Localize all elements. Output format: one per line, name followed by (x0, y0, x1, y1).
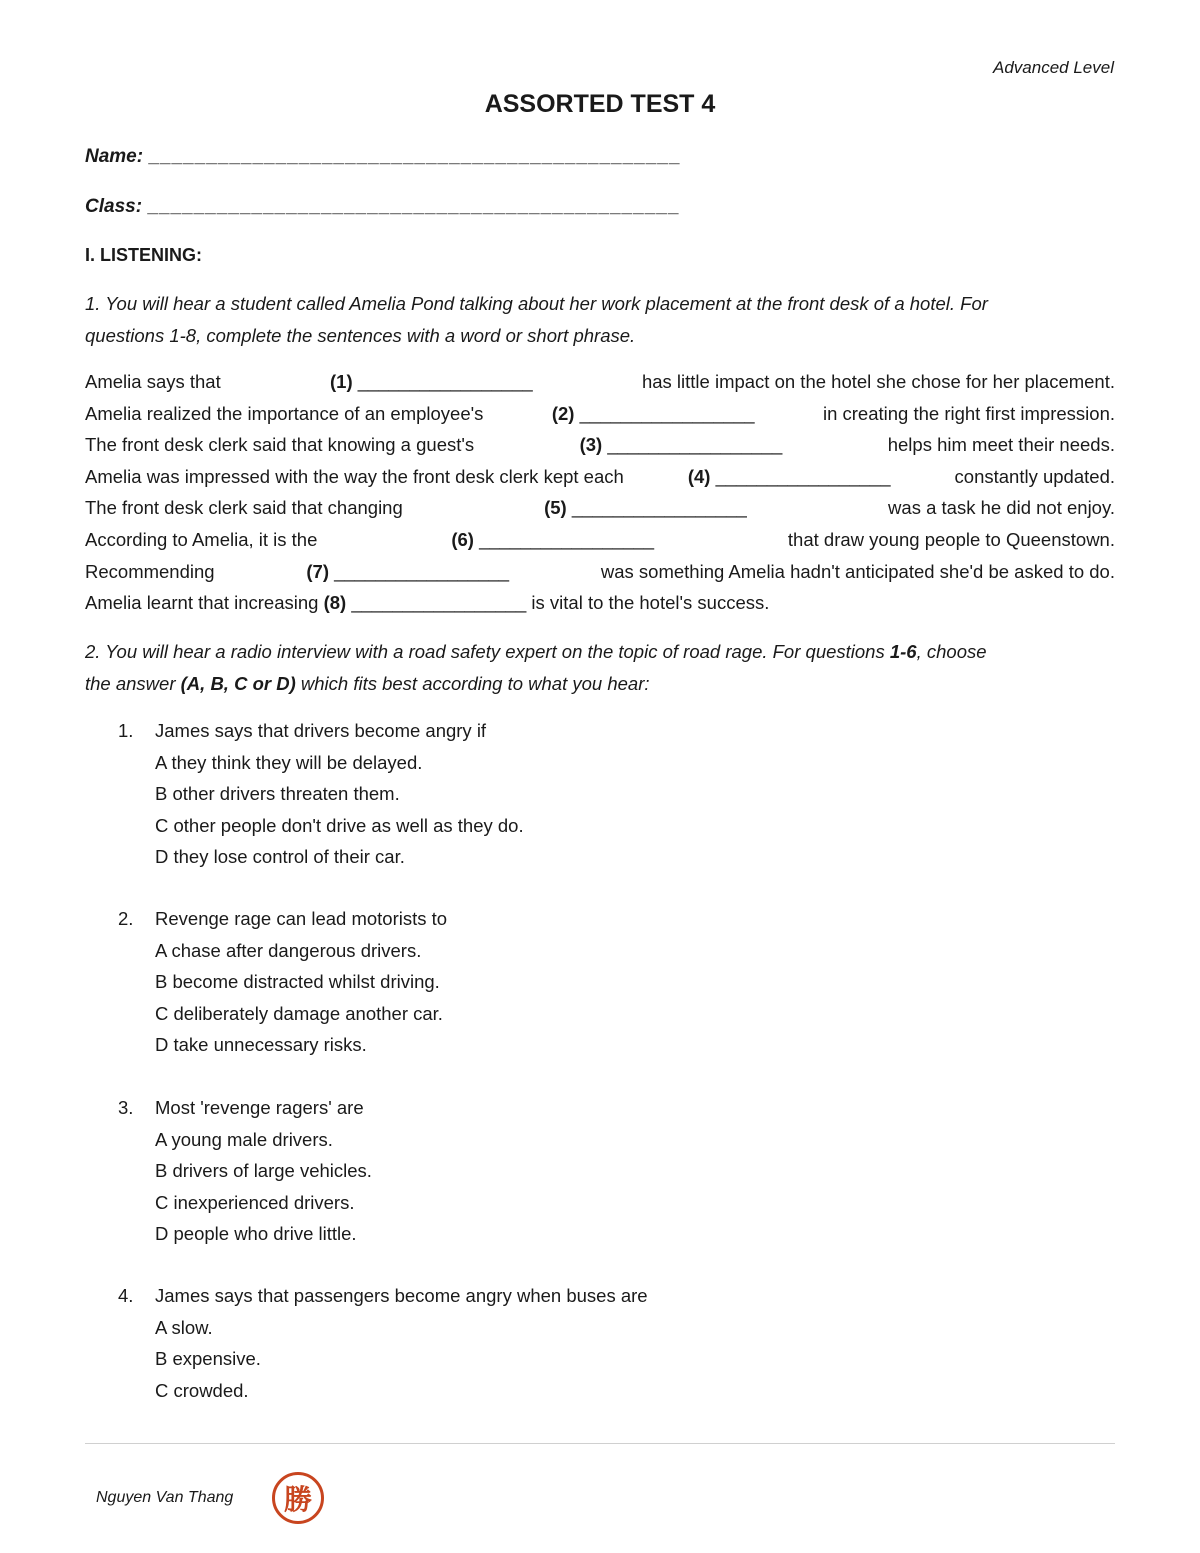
answer-option[interactable]: C deliberately damage another car. (155, 1002, 443, 1024)
answer-option[interactable]: A slow. (155, 1316, 213, 1338)
answer-blank[interactable]: _________________ (607, 434, 783, 456)
answer-option[interactable]: D they lose control of their car. (155, 846, 405, 867)
question-number: 2. (118, 908, 134, 929)
class-line: ______________________________________________ (147, 196, 680, 217)
answer-option[interactable]: A young male drivers. (155, 1128, 333, 1150)
mcq-question (118, 1280, 648, 1406)
gap-sentence: The front desk clerk said that knowing a guest's (3) _________________ helps him meet their needs. (85, 434, 1115, 456)
mcq-question (118, 715, 524, 873)
gap-sentence: The front desk clerk said that changing (5) _________________ was a task he did not enjoy. (85, 497, 1115, 519)
name-label: Name: (85, 146, 144, 167)
answer-blank[interactable]: _________________ (571, 497, 747, 519)
gap-sentence: Amelia was impressed with the way the front desk clerk kept each (4) _________________ constantly updated. (85, 465, 1115, 487)
answer-blank[interactable]: _________________ (334, 560, 510, 582)
question-number: 4. (118, 1285, 134, 1306)
class-field[interactable] (85, 196, 679, 218)
answer-option[interactable]: C crowded. (155, 1379, 249, 1401)
mcq-question (118, 1092, 372, 1250)
name-line: ______________________________________________ (148, 146, 681, 167)
question-number: 1. (118, 720, 134, 741)
part2-instruction (85, 636, 1115, 700)
gap-sentence: Amelia learnt that increasing (8) _________________ is vital to the hotel's success. (85, 587, 1115, 619)
answer-option[interactable]: A chase after dangerous drivers. (155, 939, 422, 961)
footer-divider (85, 1443, 1115, 1444)
answer-option[interactable]: D take unnecessary risks. (155, 1034, 367, 1055)
answer-blank[interactable]: _________________ (715, 465, 891, 487)
mcq-question (118, 903, 447, 1061)
part1-instruction (85, 288, 1115, 352)
answer-option[interactable]: B drivers of large vehicles. (155, 1160, 372, 1181)
gap-sentence: Recommending (7) _________________ was something Amelia hadn't anticipated she'd be asked to do. (85, 560, 1115, 582)
part1-instruction-line-a: 1. You will hear a student called Amelia Pond talking about her work placement at the front desk of a hotel. For (85, 293, 988, 314)
answer-blank[interactable]: _________________ (351, 592, 527, 614)
part2-instruction-line-a: 2. You will hear a radio interview with a road safety expert on the topic of road rage. For questions 1-6, choose (85, 641, 987, 662)
question-stem: Revenge rage can lead motorists to (155, 908, 448, 929)
question-stem: Most 'revenge ragers' are (155, 1097, 364, 1118)
level-label: Advanced Level (993, 58, 1114, 77)
part1-instruction-line-b: questions 1-8, complete the sentences with a word or short phrase. (85, 325, 636, 346)
gap-sentence: Amelia realized the importance of an employee's (2) _________________ in creating the right first impression. (85, 402, 1115, 424)
part2-instruction-line-b: the answer (A, B, C or D) which fits best according to what you hear: (85, 673, 650, 694)
answer-blank[interactable]: _________________ (479, 528, 654, 550)
question-number: 3. (118, 1097, 134, 1118)
answer-option[interactable]: C inexperienced drivers. (155, 1191, 355, 1213)
gap-sentence: Amelia says that (1) _________________ has little impact on the hotel she chose for her placement. (85, 371, 1115, 392)
seal-icon: 勝 (272, 1472, 324, 1524)
name-field[interactable] (85, 146, 680, 168)
answer-blank[interactable]: _________________ (357, 371, 533, 392)
answer-option[interactable]: A they think they will be delayed. (155, 751, 423, 773)
gap-sentence: According to Amelia, it is the (6) _________________ that draw young people to Queenstown. (85, 528, 1115, 550)
page-title: ASSORTED TEST 4 (484, 90, 716, 118)
question-stem: James says that drivers become angry if (155, 720, 487, 741)
answer-option[interactable]: C other people don't drive as well as they do. (155, 814, 524, 836)
question-stem: James says that passengers become angry when buses are (155, 1285, 648, 1306)
answer-option[interactable]: B other drivers threaten them. (155, 783, 400, 804)
answer-blank[interactable]: _________________ (579, 402, 755, 424)
gap-fill-sentences (85, 366, 1115, 619)
section-heading: I. LISTENING: (85, 245, 202, 265)
answer-option[interactable]: B become distracted whilst driving. (155, 971, 440, 992)
answer-option[interactable]: B expensive. (155, 1348, 261, 1369)
author-name: Nguyen Van Thang (96, 1489, 234, 1506)
class-label: Class: (85, 196, 143, 217)
answer-option[interactable]: D people who drive little. (155, 1223, 357, 1244)
